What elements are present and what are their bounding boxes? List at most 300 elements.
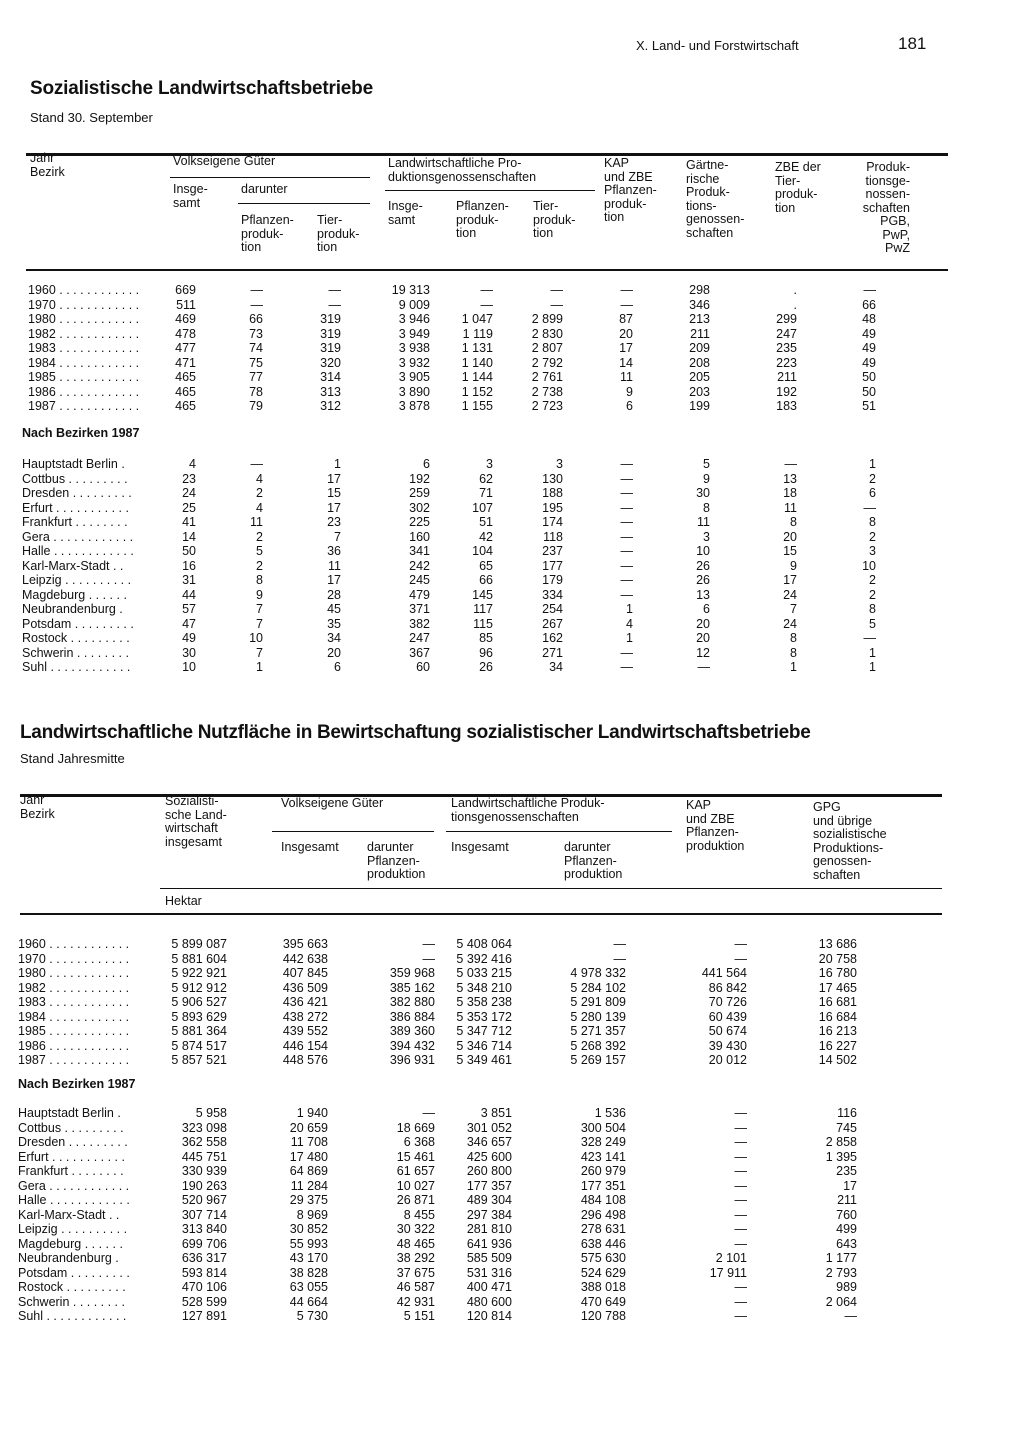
table-cell: 445 751 bbox=[181, 1149, 227, 1164]
table-cell: 20 bbox=[696, 631, 710, 645]
table-cell: 8 969 bbox=[296, 1207, 328, 1222]
table-cell: 5 922 921 bbox=[171, 966, 227, 980]
table-cell: 14 bbox=[182, 529, 196, 544]
table-cell: 3 bbox=[556, 457, 563, 471]
row-label: 1970 . . . . . . . . . . . . bbox=[28, 297, 140, 312]
table-cell: 489 304 bbox=[466, 1193, 512, 1207]
table-cell: 465 bbox=[175, 384, 196, 399]
row-label: Neubrandenburg . bbox=[18, 1251, 119, 1265]
t1-veg-header: Volkseigene Güter bbox=[173, 154, 276, 168]
table-cell: — bbox=[734, 1193, 747, 1207]
row-label: Erfurt . . . . . . . . . . . bbox=[22, 500, 129, 515]
row-label: Leipzig . . . . . . . . . . bbox=[22, 573, 132, 587]
table-cell: 382 880 bbox=[389, 995, 435, 1009]
row-label: Dresden . . . . . . . . . bbox=[22, 486, 132, 500]
row-label: Halle . . . . . . . . . . . . bbox=[22, 544, 134, 558]
table-cell: 177 351 bbox=[580, 1178, 626, 1193]
table-row bbox=[0, 1280, 1024, 1294]
table1-title: Sozialistische Landwirtschaftsbetriebe bbox=[30, 78, 373, 99]
table-cell: 319 bbox=[320, 326, 341, 341]
table-cell: 2 858 bbox=[825, 1135, 857, 1149]
table2-section-label: Nach Bezirken 1987 bbox=[18, 1077, 136, 1091]
table-cell: 6 bbox=[423, 457, 430, 471]
table-cell: 20 bbox=[696, 616, 710, 631]
table-cell: 30 322 bbox=[396, 1222, 435, 1236]
table-cell: 145 bbox=[472, 587, 493, 602]
table-cell: 2 101 bbox=[715, 1251, 747, 1265]
table-cell: 24 bbox=[182, 486, 196, 500]
table-cell: 31 bbox=[182, 573, 196, 587]
table-cell: 330 939 bbox=[181, 1164, 227, 1178]
table-cell: 211 bbox=[690, 326, 710, 341]
table-cell: 11 bbox=[328, 558, 341, 573]
row-label: Rostock . . . . . . . . . bbox=[18, 1280, 126, 1294]
table-cell: 26 bbox=[696, 573, 710, 587]
table-cell: 17 bbox=[843, 1178, 857, 1193]
table-cell: 480 600 bbox=[466, 1294, 512, 1309]
table-cell: 16 227 bbox=[818, 1038, 857, 1053]
table-row bbox=[0, 1106, 1024, 1120]
table-cell: 107 bbox=[472, 500, 493, 515]
row-label: Karl-Marx-Stadt . . bbox=[22, 558, 124, 573]
t1-lpg-pflanzen: Pflanzen- produk- tion bbox=[456, 199, 509, 240]
table-cell: — bbox=[620, 471, 633, 486]
table-cell: 78 bbox=[249, 384, 263, 399]
table-cell: 394 432 bbox=[389, 1038, 435, 1053]
table-cell: 260 979 bbox=[580, 1164, 626, 1178]
row-label: 1985 . . . . . . . . . . . . bbox=[28, 370, 140, 384]
row-label: Dresden . . . . . . . . . bbox=[18, 1135, 128, 1149]
table-cell: 5 881 364 bbox=[171, 1024, 227, 1038]
t2-veg-header: Volkseigene Güter bbox=[281, 796, 384, 810]
table-cell: 26 bbox=[696, 558, 710, 573]
t2-kap-header: KAP und ZBE Pflanzen- produktion bbox=[686, 798, 745, 853]
table-cell: 16 681 bbox=[818, 995, 857, 1009]
table2-title: Landwirtschaftliche Nutzfläche in Bewirtschaftung sozialistischer Landwirtschaftsbetriebe bbox=[20, 722, 811, 743]
table-cell: 1 144 bbox=[461, 370, 493, 384]
table-cell: 245 bbox=[409, 573, 430, 587]
table-cell: 296 498 bbox=[580, 1207, 626, 1222]
table-cell: 223 bbox=[776, 355, 797, 370]
table-cell: — bbox=[620, 544, 633, 558]
table-cell: 484 108 bbox=[580, 1193, 626, 1207]
table-cell: — bbox=[734, 1280, 747, 1294]
table-cell: 5 bbox=[256, 544, 263, 558]
table-cell: 7 bbox=[256, 616, 263, 631]
table-cell: 2 807 bbox=[531, 341, 563, 355]
table-cell: 17 bbox=[619, 341, 633, 355]
table-cell: 11 284 bbox=[290, 1178, 328, 1193]
table-cell: 2 bbox=[256, 486, 263, 500]
table-cell: 51 bbox=[862, 399, 876, 413]
table-row bbox=[0, 1237, 1024, 1251]
table-cell: 5 408 064 bbox=[456, 937, 512, 951]
table-cell: 183 bbox=[776, 399, 797, 413]
table-cell: 44 bbox=[182, 587, 196, 602]
table-cell: 10 bbox=[696, 544, 710, 558]
table-cell: 760 bbox=[836, 1207, 857, 1222]
table-row bbox=[0, 1208, 1024, 1222]
table-cell: 341 bbox=[409, 544, 430, 558]
table-cell: 359 968 bbox=[389, 966, 435, 980]
table-cell: 5 730 bbox=[296, 1309, 328, 1323]
table-cell: 26 bbox=[479, 660, 493, 674]
table-cell: 60 bbox=[416, 660, 430, 674]
table-cell: 42 931 bbox=[396, 1294, 435, 1309]
row-label: Gera . . . . . . . . . . . . bbox=[18, 1178, 130, 1193]
table-cell: 43 170 bbox=[289, 1251, 328, 1265]
table-cell: 66 bbox=[249, 312, 263, 326]
table-cell: 16 213 bbox=[818, 1024, 857, 1038]
table-cell: 4 bbox=[189, 457, 196, 471]
table-cell: 15 461 bbox=[396, 1149, 435, 1164]
table-cell: 5 033 215 bbox=[456, 966, 512, 980]
table-cell: 2 793 bbox=[825, 1265, 857, 1280]
table-cell: 425 600 bbox=[466, 1149, 512, 1164]
table-cell: — bbox=[620, 558, 633, 573]
table-cell: 6 bbox=[869, 486, 876, 500]
table-cell: 1 940 bbox=[296, 1106, 328, 1120]
table-row bbox=[0, 486, 1024, 500]
row-label: Gera . . . . . . . . . . . . bbox=[22, 529, 134, 544]
table-cell: 531 316 bbox=[466, 1265, 512, 1280]
table-cell: 192 bbox=[776, 384, 797, 399]
t2-gpg-header: GPG und übrige sozialistische Produktions- genossen- schaften bbox=[813, 800, 887, 882]
table-row bbox=[0, 312, 1024, 326]
table-cell: 208 bbox=[689, 355, 710, 370]
table-row bbox=[0, 617, 1024, 631]
row-label: 1960 . . . . . . . . . . . . bbox=[28, 283, 140, 297]
table-row bbox=[0, 1164, 1024, 1178]
table-cell: — bbox=[734, 1135, 747, 1149]
table-row bbox=[0, 559, 1024, 573]
t2-veg-darunter: darunter Pflanzen- produktion bbox=[367, 840, 426, 881]
table-row bbox=[0, 501, 1024, 515]
table-cell: 3 905 bbox=[398, 370, 430, 384]
table-cell: — bbox=[620, 573, 633, 587]
table-cell: 30 bbox=[182, 645, 196, 660]
table-cell: 1 bbox=[790, 660, 797, 674]
table-cell: 382 bbox=[409, 616, 430, 631]
t1-zbe-header: ZBE der Tier- produk- tion bbox=[775, 160, 821, 215]
row-label: Leipzig . . . . . . . . . . bbox=[18, 1222, 128, 1236]
t1-veg-insgesamt: Insge- samt bbox=[173, 182, 208, 210]
table-cell: 465 bbox=[175, 370, 196, 384]
table-cell: 575 630 bbox=[580, 1251, 626, 1265]
table-cell: 11 708 bbox=[290, 1135, 328, 1149]
table-cell: — bbox=[734, 1222, 747, 1236]
row-label: Cottbus . . . . . . . . . bbox=[18, 1120, 124, 1135]
table-cell: 17 bbox=[327, 500, 341, 515]
table-cell: 104 bbox=[472, 544, 493, 558]
table-row bbox=[0, 995, 1024, 1009]
table-cell: 174 bbox=[542, 515, 563, 529]
table2-subtitle: Stand Jahresmitte bbox=[20, 751, 125, 766]
table-cell: 235 bbox=[776, 341, 797, 355]
table-cell: — bbox=[328, 283, 341, 297]
table-cell: 2 899 bbox=[531, 312, 563, 326]
table-cell: 400 471 bbox=[466, 1280, 512, 1294]
table-cell: — bbox=[620, 529, 633, 544]
table-cell: 60 439 bbox=[708, 1009, 747, 1024]
table-cell: 36 bbox=[327, 544, 341, 558]
table-cell: 26 871 bbox=[396, 1193, 435, 1207]
table-row bbox=[0, 530, 1024, 544]
row-label: Frankfurt . . . . . . . . bbox=[22, 515, 128, 529]
table-cell: 5 881 604 bbox=[171, 951, 227, 966]
table-cell: 13 bbox=[783, 471, 797, 486]
table-cell: 48 465 bbox=[396, 1236, 435, 1251]
t1-gpg-header: Gärtne- rische Produk- tions- genossen- schaften bbox=[686, 158, 745, 240]
table-cell: 48 bbox=[862, 312, 876, 326]
table-cell: — bbox=[734, 1178, 747, 1193]
table-cell: 989 bbox=[836, 1280, 857, 1294]
table-cell: 10 bbox=[182, 660, 196, 674]
table-cell: 20 bbox=[327, 645, 341, 660]
table-cell: 34 bbox=[327, 631, 341, 645]
table-cell: 120 788 bbox=[580, 1309, 626, 1323]
table-cell: 11 bbox=[620, 370, 633, 384]
table-cell: — bbox=[422, 937, 435, 951]
table-cell: 1 047 bbox=[461, 312, 493, 326]
table-cell: 63 055 bbox=[289, 1280, 328, 1294]
table-row bbox=[0, 1039, 1024, 1053]
table-cell: 5 269 157 bbox=[570, 1053, 626, 1067]
table-cell: 1 536 bbox=[594, 1106, 626, 1120]
table-cell: 55 993 bbox=[289, 1236, 328, 1251]
table-row bbox=[0, 457, 1024, 471]
table-cell: — bbox=[620, 297, 633, 312]
row-label: 1987 . . . . . . . . . . . . bbox=[18, 1053, 130, 1067]
table-cell: 314 bbox=[320, 370, 341, 384]
table-cell: 247 bbox=[409, 631, 430, 645]
table-cell: 4 bbox=[256, 500, 263, 515]
table-cell: 115 bbox=[473, 616, 493, 631]
table-cell: — bbox=[620, 500, 633, 515]
table-cell: — bbox=[250, 457, 263, 471]
table-cell: — bbox=[620, 283, 633, 297]
table-cell: 388 018 bbox=[580, 1280, 626, 1294]
table-cell: — bbox=[620, 486, 633, 500]
table-cell: 64 869 bbox=[289, 1164, 328, 1178]
table-cell: 1 bbox=[869, 645, 876, 660]
table-cell: 478 bbox=[175, 326, 196, 341]
table-cell: — bbox=[734, 951, 747, 966]
table-cell: 5 284 102 bbox=[570, 980, 626, 995]
table-cell: 5 349 461 bbox=[456, 1053, 512, 1067]
table-cell: 395 663 bbox=[282, 937, 328, 951]
table-cell: 520 967 bbox=[181, 1193, 227, 1207]
table-cell: 3 949 bbox=[398, 326, 430, 341]
table-cell: 14 bbox=[619, 355, 633, 370]
table-cell: 242 bbox=[409, 558, 430, 573]
table-cell: 199 bbox=[689, 399, 710, 413]
table-cell: 260 800 bbox=[466, 1164, 512, 1178]
table-cell: 5 899 087 bbox=[171, 937, 227, 951]
table-row bbox=[0, 1010, 1024, 1024]
table-cell: 5 bbox=[869, 616, 876, 631]
table-row bbox=[0, 283, 1024, 297]
table-cell: 8 455 bbox=[403, 1207, 435, 1222]
running-head: X. Land- und Forstwirtschaft bbox=[636, 38, 799, 53]
table-cell: 267 bbox=[542, 616, 563, 631]
table-cell: 3 890 bbox=[398, 384, 430, 399]
table-cell: 3 bbox=[486, 457, 493, 471]
table-row bbox=[0, 588, 1024, 602]
table-row bbox=[0, 515, 1024, 529]
table-cell: 1 140 bbox=[461, 355, 493, 370]
table-cell: 130 bbox=[542, 471, 563, 486]
table-row bbox=[0, 1266, 1024, 1280]
table-cell: — bbox=[734, 1207, 747, 1222]
table-cell: 192 bbox=[409, 471, 430, 486]
table-cell: — bbox=[620, 587, 633, 602]
table-cell: 371 bbox=[409, 602, 430, 616]
table-cell: 203 bbox=[689, 384, 710, 399]
table-cell: 6 bbox=[703, 602, 710, 616]
table-row bbox=[0, 356, 1024, 370]
table-row bbox=[0, 1121, 1024, 1135]
table-cell: — bbox=[734, 937, 747, 951]
table-cell: — bbox=[734, 1120, 747, 1135]
table-cell: — bbox=[784, 457, 797, 471]
table-cell: 8 bbox=[869, 515, 876, 529]
table-cell: — bbox=[734, 1236, 747, 1251]
row-label: Schwerin . . . . . . . . bbox=[18, 1294, 125, 1309]
table-cell: 3 938 bbox=[398, 341, 430, 355]
row-label: 1982 . . . . . . . . . . . . bbox=[28, 326, 140, 341]
table-cell: 225 bbox=[409, 515, 430, 529]
table-cell: — bbox=[863, 283, 876, 297]
row-label: Karl-Marx-Stadt . . bbox=[18, 1207, 120, 1222]
table-cell: 87 bbox=[619, 312, 633, 326]
table-cell: . bbox=[793, 283, 797, 297]
table-cell: — bbox=[613, 937, 626, 951]
table-cell: — bbox=[734, 1294, 747, 1309]
table-cell: 1 177 bbox=[825, 1251, 857, 1265]
table-cell: 86 842 bbox=[708, 980, 747, 995]
table-cell: 74 bbox=[249, 341, 263, 355]
table-cell: 62 bbox=[479, 471, 493, 486]
row-label: Potsdam . . . . . . . . . bbox=[18, 1265, 130, 1280]
table-cell: 18 bbox=[783, 486, 797, 500]
table-row bbox=[0, 631, 1024, 645]
table-cell: 41 bbox=[182, 515, 196, 529]
table-cell: 442 638 bbox=[282, 951, 328, 966]
row-label: 1983 . . . . . . . . . . . . bbox=[28, 341, 140, 355]
table-cell: 9 bbox=[703, 471, 710, 486]
row-label: Suhl . . . . . . . . . . . . bbox=[18, 1309, 127, 1323]
table-cell: 7 bbox=[790, 602, 797, 616]
table-cell: 190 263 bbox=[181, 1178, 227, 1193]
table-cell: 118 bbox=[543, 529, 563, 544]
table-cell: 16 bbox=[182, 558, 196, 573]
table-cell: 320 bbox=[320, 355, 341, 370]
table-row bbox=[0, 937, 1024, 951]
table-cell: 57 bbox=[182, 602, 196, 616]
table-cell: 1 155 bbox=[461, 399, 493, 413]
table-cell: 15 bbox=[327, 486, 341, 500]
table-cell: 211 bbox=[837, 1193, 857, 1207]
table-cell: 24 bbox=[783, 616, 797, 631]
t2-sozial-header: Sozialisti- sche Land- wirtschaft insgesamt bbox=[165, 794, 227, 849]
table-cell: 1 152 bbox=[461, 384, 493, 399]
table-cell: 436 421 bbox=[282, 995, 328, 1009]
table-cell: 259 bbox=[409, 486, 430, 500]
table-cell: — bbox=[734, 1106, 747, 1120]
table-cell: 1 bbox=[869, 457, 876, 471]
table-cell: 38 828 bbox=[289, 1265, 328, 1280]
table-cell: 235 bbox=[836, 1164, 857, 1178]
table-cell: 407 845 bbox=[282, 966, 328, 980]
table-cell: — bbox=[734, 1309, 747, 1323]
table-row bbox=[0, 1024, 1024, 1038]
row-label: 1984 . . . . . . . . . . . . bbox=[28, 355, 140, 370]
table-cell: 298 bbox=[689, 283, 710, 297]
table-cell: 3 bbox=[703, 529, 710, 544]
table-cell: 3 946 bbox=[398, 312, 430, 326]
table-cell: 71 bbox=[479, 486, 493, 500]
table-cell: 77 bbox=[249, 370, 263, 384]
table-cell: 13 bbox=[696, 587, 710, 602]
table-cell: 745 bbox=[836, 1120, 857, 1135]
table-cell: 70 726 bbox=[708, 995, 747, 1009]
table-cell: 446 154 bbox=[282, 1038, 328, 1053]
table-row bbox=[0, 602, 1024, 616]
table-cell: 79 bbox=[249, 399, 263, 413]
table-cell: — bbox=[550, 283, 563, 297]
table-cell: 5 151 bbox=[403, 1309, 435, 1323]
t2-bezirk-header: Bezirk bbox=[20, 807, 55, 821]
table-cell: 5 958 bbox=[195, 1106, 227, 1120]
table-cell: 319 bbox=[320, 312, 341, 326]
t2-veg-insgesamt: Insgesamt bbox=[281, 840, 339, 854]
table-cell: 1 bbox=[626, 631, 633, 645]
row-label: 1982 . . . . . . . . . . . . bbox=[18, 980, 130, 995]
table-cell: 385 162 bbox=[389, 980, 435, 995]
table-cell: 593 814 bbox=[181, 1265, 227, 1280]
table-cell: 334 bbox=[542, 587, 563, 602]
table-cell: — bbox=[844, 1309, 857, 1323]
table-row bbox=[0, 399, 1024, 413]
table-cell: 302 bbox=[409, 500, 430, 515]
table-row bbox=[0, 385, 1024, 399]
row-label: Frankfurt . . . . . . . . bbox=[18, 1164, 124, 1178]
table-cell: 213 bbox=[689, 312, 710, 326]
table-cell: 396 931 bbox=[389, 1053, 435, 1067]
table-cell: 2 bbox=[256, 529, 263, 544]
table-cell: 423 141 bbox=[580, 1149, 626, 1164]
table-cell: 179 bbox=[542, 573, 563, 587]
table-cell: 205 bbox=[689, 370, 710, 384]
table-cell: 73 bbox=[249, 326, 263, 341]
table-cell: 28 bbox=[327, 587, 341, 602]
table-cell: 254 bbox=[542, 602, 563, 616]
table-cell: 271 bbox=[542, 645, 563, 660]
table-row bbox=[0, 1295, 1024, 1309]
table-row bbox=[0, 1179, 1024, 1193]
table-cell: 13 686 bbox=[818, 937, 857, 951]
table-cell: 85 bbox=[479, 631, 493, 645]
table-row bbox=[0, 1150, 1024, 1164]
table-cell: 4 bbox=[256, 471, 263, 486]
table-cell: 9 009 bbox=[398, 297, 430, 312]
table-row bbox=[0, 1251, 1024, 1265]
table-cell: 20 012 bbox=[708, 1053, 747, 1067]
table-cell: 5 291 809 bbox=[570, 995, 626, 1009]
table-cell: 17 bbox=[327, 573, 341, 587]
table-cell: 8 bbox=[703, 500, 710, 515]
